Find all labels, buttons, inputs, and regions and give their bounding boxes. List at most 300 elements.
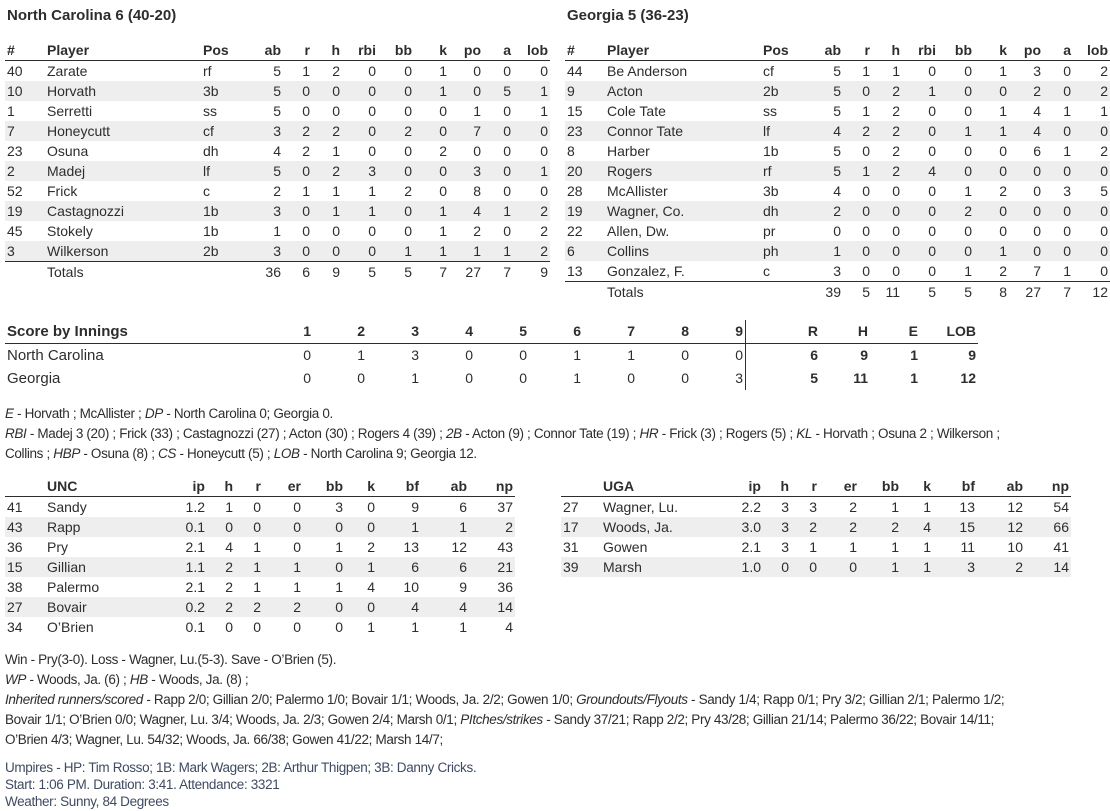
- stat-cell: Bovair: [47, 599, 87, 615]
- column-header: er: [263, 476, 303, 497]
- stat-cell: 0: [809, 559, 817, 575]
- stat-cell: Georgia: [7, 370, 61, 387]
- stat-cell: 66: [1053, 519, 1069, 535]
- stat-cell: 1: [923, 559, 931, 575]
- stat-cell: 1: [999, 243, 1007, 259]
- stat-label: E: [5, 406, 14, 421]
- stat-cell: 5: [378, 262, 414, 283]
- stat-cell: 37: [497, 499, 513, 515]
- column-header: k: [901, 476, 933, 497]
- column-header: k: [414, 40, 449, 61]
- stat-cell: Harber: [607, 143, 650, 159]
- table-row: [5, 537, 515, 557]
- stat-cell: 0: [503, 143, 511, 159]
- stat-cell: 0: [303, 347, 311, 363]
- stat-cell: 9: [411, 499, 419, 515]
- stat-cell: 9: [860, 347, 868, 363]
- stat-label: Inherited runners/scored: [5, 692, 143, 707]
- stat-cell: 5: [503, 83, 511, 99]
- stat-cell: 0: [335, 519, 343, 535]
- stat-cell: 0: [928, 143, 936, 159]
- column-header: #: [5, 40, 45, 61]
- stat-cell: 0: [503, 123, 511, 139]
- table-row: [565, 81, 1110, 101]
- stat-cell: cf: [203, 123, 214, 139]
- stat-cell: O’Brien: [47, 619, 94, 635]
- stat-cell: 1: [964, 183, 972, 199]
- stat-cell: 0: [302, 163, 310, 179]
- stat-cell: 0: [332, 223, 340, 239]
- stat-cell: 1: [335, 539, 343, 555]
- table-row: [565, 241, 1110, 261]
- stat-cell: 5: [833, 103, 841, 119]
- stat-cell: 3b: [203, 83, 219, 99]
- stat-cell: 0: [1063, 223, 1071, 239]
- stat-cell: 15: [7, 559, 23, 575]
- stat-cell: 5: [843, 282, 872, 303]
- stat-text: - Sandy 37/21; Rapp 2/2; Pry 43/28; Gillian 21/14; Palermo 36/22; Bovair 14/11; O’Brien 4/3; Wagner, Lu. 54/32; Woods, Ja. 66/38; Gowen 41/22; Marsh 14/7;: [5, 712, 995, 747]
- stat-label: WP: [5, 672, 27, 687]
- column-header: bb: [859, 476, 901, 497]
- stat-cell: Be Anderson: [607, 63, 688, 79]
- stat-cell: 0: [892, 183, 900, 199]
- stat-cell: 2: [7, 163, 15, 179]
- stat-cell: 0: [503, 183, 511, 199]
- stat-text: - Acton (9) ; Connor Tate (19) ;: [461, 426, 640, 441]
- stat-cell: 0: [862, 263, 870, 279]
- stat-cell: [761, 282, 809, 303]
- stat-cell: 2: [862, 123, 870, 139]
- stat-cell: 3: [967, 559, 975, 575]
- stat-cell: 0: [404, 203, 412, 219]
- stat-cell: 1: [439, 63, 447, 79]
- stat-cell: 4: [928, 163, 936, 179]
- stat-cell: 2: [540, 203, 548, 219]
- stat-cell: 0: [627, 370, 635, 386]
- stat-cell: 3: [781, 539, 789, 555]
- stat-cell: 12: [1073, 282, 1110, 303]
- stat-cell: Madej: [47, 163, 86, 179]
- stat-text: - Frick (3) ; Rogers (5) ;: [658, 426, 797, 441]
- column-header: 9: [691, 320, 746, 344]
- table-row: [5, 181, 550, 201]
- stat-cell: Rogers: [607, 163, 653, 179]
- stat-cell: 13: [403, 539, 419, 555]
- stat-cell: 0: [293, 539, 301, 555]
- stat-cell: 0: [1100, 163, 1108, 179]
- column-header: a: [1043, 40, 1073, 61]
- stat-cell: 2: [999, 183, 1007, 199]
- stat-cell: 6: [567, 243, 575, 259]
- stat-cell: 0: [293, 519, 301, 535]
- column-header: 1: [259, 320, 313, 344]
- column-header: h: [872, 40, 902, 61]
- stat-cell: 1: [862, 63, 870, 79]
- uga-pitching: [561, 476, 1071, 577]
- stat-cell: 0: [1100, 263, 1108, 279]
- stat-cell: 2: [302, 143, 310, 159]
- stat-cell: 1: [1100, 103, 1108, 119]
- stat-cell: Gillian: [47, 559, 86, 575]
- stat-cell: 0: [862, 183, 870, 199]
- table: [565, 40, 1110, 302]
- stat-cell: 3: [273, 203, 281, 219]
- stat-cell: 1: [891, 559, 899, 575]
- stat-cell: 54: [1053, 499, 1069, 515]
- uga-batting: [565, 7, 1110, 302]
- stat-text: - Woods, Ja. (8) ;: [147, 672, 249, 687]
- stat-cell: Palermo: [47, 579, 100, 595]
- stat-cell: 0: [503, 223, 511, 239]
- stat-cell: 0: [225, 519, 233, 535]
- stat-cell: 4: [459, 599, 467, 615]
- stat-cell: 1: [253, 559, 261, 575]
- stat-cell: 0: [1100, 123, 1108, 139]
- column-header: po: [1009, 40, 1043, 61]
- stat-cell: 1: [910, 347, 918, 363]
- stat-cell: [5, 262, 45, 283]
- stat-cell: 0: [367, 599, 375, 615]
- stat-cell: 1: [1063, 103, 1071, 119]
- stat-cell: 4: [923, 519, 931, 535]
- stat-cell: 1: [368, 203, 376, 219]
- stat-cell: Wilkerson: [47, 243, 109, 259]
- stat-label: PItches/strikes: [460, 712, 543, 727]
- stat-cell: 5: [273, 83, 281, 99]
- stat-cell: 1: [540, 83, 548, 99]
- stat-cell: 0.2: [185, 599, 205, 615]
- stat-cell: 0: [253, 499, 261, 515]
- stat-cell: 0: [928, 243, 936, 259]
- notes-errors-line: [5, 404, 1015, 424]
- stat-cell: 0: [253, 619, 261, 635]
- stat-cell: 0: [862, 243, 870, 259]
- stat-cell: 31: [563, 539, 579, 555]
- stat-cell: North Carolina: [7, 347, 104, 364]
- stat-cell: 8: [567, 143, 575, 159]
- stat-cell: Marsh: [603, 559, 642, 575]
- stat-cell: 0: [1033, 243, 1041, 259]
- table-row: [5, 121, 550, 141]
- stat-cell: 0: [368, 63, 376, 79]
- stat-cell: 0: [862, 223, 870, 239]
- stat-cell: 7: [7, 123, 15, 139]
- stat-cell: 5: [833, 63, 841, 79]
- table-row: [5, 61, 550, 82]
- column-header: 7: [583, 320, 637, 344]
- stat-cell: 4: [1033, 103, 1041, 119]
- stat-cell: 0: [1063, 203, 1071, 219]
- stat-cell: 2: [253, 599, 261, 615]
- stat-cell: 0: [357, 370, 365, 386]
- stat-cell: 41: [1053, 539, 1069, 555]
- stat-cell: 0: [404, 223, 412, 239]
- stat-cell: 0: [404, 83, 412, 99]
- table-row: [5, 497, 515, 518]
- stat-cell: 36: [249, 262, 283, 283]
- stat-cell: 0: [892, 223, 900, 239]
- stat-cell: 0: [519, 347, 527, 363]
- stat-cell: Wagner, Co.: [607, 203, 685, 219]
- stat-label: Groundouts/Flyouts: [576, 692, 688, 707]
- stat-cell: 3: [781, 519, 789, 535]
- stat-cell: 5: [342, 262, 378, 283]
- stat-cell: 0: [892, 243, 900, 259]
- stat-cell: Pry: [47, 539, 68, 555]
- stat-text: - Osuna (8) ;: [79, 446, 159, 461]
- stat-cell: 0: [293, 619, 301, 635]
- stat-cell: 0: [928, 183, 936, 199]
- stat-cell: 1: [1063, 143, 1071, 159]
- stat-cell: 2.2: [741, 499, 761, 515]
- table-row: [5, 101, 550, 121]
- column-header: a: [483, 40, 513, 61]
- stat-cell: 0: [1100, 243, 1108, 259]
- stat-label: 2B: [445, 426, 462, 441]
- stat-cell: 0: [1100, 223, 1108, 239]
- column-header: 4: [421, 320, 475, 344]
- stat-cell: rf: [763, 163, 772, 179]
- stat-cell: 6: [283, 262, 312, 283]
- stat-cell: Zarate: [47, 63, 88, 79]
- stat-cell: 1: [833, 243, 841, 259]
- stat-cell: 13: [567, 263, 583, 279]
- stat-cell: pr: [763, 223, 776, 239]
- stat-cell: 1.1: [185, 559, 205, 575]
- stat-cell: 2b: [203, 243, 219, 259]
- stat-cell: 0: [302, 223, 310, 239]
- game-notes: [5, 404, 1015, 464]
- stat-cell: 9: [567, 83, 575, 99]
- stat-cell: 2: [892, 163, 900, 179]
- stat-label: CS: [158, 446, 177, 461]
- uga-batting-table: [565, 40, 1110, 302]
- stat-cell: 0: [999, 203, 1007, 219]
- stat-cell: 5: [746, 367, 821, 390]
- column-header: #: [565, 40, 605, 61]
- stat-cell: 36: [7, 539, 23, 555]
- table-row: [565, 101, 1110, 121]
- stat-cell: 0: [503, 163, 511, 179]
- stat-cell: 1: [332, 203, 340, 219]
- header-row: [5, 40, 550, 61]
- stat-cell: 6: [459, 499, 467, 515]
- stat-cell: 27: [1009, 282, 1043, 303]
- stat-cell: 0: [540, 123, 548, 139]
- stat-cell: 4: [833, 183, 841, 199]
- stat-cell: 3b: [763, 183, 779, 199]
- stat-cell: 3: [833, 263, 841, 279]
- stat-cell: Serretti: [47, 103, 93, 119]
- stat-text: - Madej 3 (20) ; Frick (33) ; Castagnozzi (27) ; Acton (30) ; Rogers 4 (39) ;: [26, 426, 446, 441]
- stat-cell: 1: [225, 499, 233, 515]
- stat-cell: 2: [849, 519, 857, 535]
- stat-cell: Connor Tate: [607, 123, 684, 139]
- stat-cell: 1: [293, 579, 301, 595]
- column-header: Score by Innings: [5, 320, 259, 344]
- stat-cell: 1: [891, 539, 899, 555]
- column-header: Player: [45, 40, 201, 61]
- table-row: [5, 597, 515, 617]
- stat-cell: 2.1: [741, 539, 761, 555]
- stat-cell: 3: [1033, 63, 1041, 79]
- stat-cell: 1: [964, 123, 972, 139]
- stat-cell: 0: [367, 499, 375, 515]
- line-score-table: [5, 320, 1015, 390]
- stat-cell: 0: [335, 619, 343, 635]
- header-row: [565, 40, 1110, 61]
- stat-cell: 0: [928, 223, 936, 239]
- stat-label: DP: [144, 406, 163, 421]
- column-header: np: [469, 476, 515, 497]
- stat-cell: 2: [225, 579, 233, 595]
- stat-cell: 9: [968, 347, 976, 363]
- stat-cell: 0: [964, 63, 972, 79]
- table-row: [565, 261, 1110, 282]
- stat-cell: 2: [332, 63, 340, 79]
- stat-cell: 0: [465, 370, 473, 386]
- stat-cell: 1: [540, 103, 548, 119]
- column-header: UNC: [45, 476, 159, 497]
- table-row: [5, 81, 550, 101]
- stat-cell: 27: [7, 599, 23, 615]
- stat-cell: Wagner, Lu.: [603, 499, 678, 515]
- column-header: bf: [377, 476, 421, 497]
- stat-cell: 1: [335, 579, 343, 595]
- stat-cell: 8: [974, 282, 1009, 303]
- stat-cell: 2: [540, 243, 548, 259]
- stat-cell: 3: [809, 499, 817, 515]
- stat-label: HBP: [53, 446, 80, 461]
- stat-cell: 2: [293, 599, 301, 615]
- stat-cell: lf: [203, 163, 210, 179]
- unc-pitching-table: [5, 476, 515, 637]
- table-row: [5, 577, 515, 597]
- stat-cell: 1: [439, 203, 447, 219]
- stat-cell: ss: [203, 103, 217, 119]
- column-header: 6: [529, 320, 583, 344]
- stat-cell: 0: [303, 370, 311, 386]
- column-header: UGA: [601, 476, 715, 497]
- stat-cell: 0: [293, 499, 301, 515]
- table-row: [565, 181, 1110, 201]
- stat-cell: 9: [459, 579, 467, 595]
- stat-cell: 3: [781, 499, 789, 515]
- stat-cell: 2: [225, 559, 233, 575]
- stat-cell: 39: [563, 559, 579, 575]
- column-header: H: [820, 320, 870, 344]
- table-row: [565, 221, 1110, 241]
- stat-cell: 1: [459, 619, 467, 635]
- stat-cell: 2: [273, 183, 281, 199]
- stat-cell: 0: [1033, 203, 1041, 219]
- stat-cell: [565, 282, 605, 303]
- stat-cell: 4: [367, 579, 375, 595]
- stat-cell: 0: [302, 83, 310, 99]
- column-header: 8: [637, 320, 691, 344]
- stat-cell: 1: [302, 183, 310, 199]
- stat-cell: 1: [367, 619, 375, 635]
- stat-cell: 2: [404, 183, 412, 199]
- stat-cell: 1: [999, 63, 1007, 79]
- stat-cell: 1: [273, 223, 281, 239]
- line-score: [5, 320, 1015, 390]
- table-row: [565, 61, 1110, 82]
- stat-cell: 0: [964, 223, 972, 239]
- stat-cell: 0: [892, 203, 900, 219]
- stat-cell: Frick: [47, 183, 78, 199]
- batting-section: [5, 7, 1108, 302]
- stat-cell: 4: [411, 599, 419, 615]
- pitching-details: [5, 690, 1015, 750]
- stat-cell: Horvath: [47, 83, 97, 99]
- stat-cell: 2: [999, 263, 1007, 279]
- notes-hitting-line: [5, 424, 1015, 464]
- stat-cell: 0: [368, 143, 376, 159]
- stat-cell: 0: [999, 83, 1007, 99]
- stat-cell: 3: [411, 347, 419, 363]
- stat-text: - Horvath ; McAllister ;: [13, 406, 145, 421]
- stat-cell: 14: [497, 599, 513, 615]
- column-header: R: [746, 320, 821, 344]
- stat-cell: 41: [7, 499, 23, 515]
- stat-cell: 0: [1100, 203, 1108, 219]
- stat-cell: 27: [449, 262, 483, 283]
- column-header: r: [791, 476, 819, 497]
- stat-cell: 40: [7, 63, 23, 79]
- stat-cell: 43: [497, 539, 513, 555]
- stat-cell: rf: [203, 63, 212, 79]
- wp-hb-line: [5, 670, 1015, 690]
- stat-cell: 1: [367, 559, 375, 575]
- stat-cell: 12: [451, 539, 467, 555]
- stat-cell: 0: [332, 243, 340, 259]
- column-header: k: [974, 40, 1009, 61]
- stat-cell: 0: [540, 183, 548, 199]
- stat-cell: 0: [928, 203, 936, 219]
- stat-cell: 7: [473, 123, 481, 139]
- stat-cell: 1: [302, 63, 310, 79]
- stat-cell: 0: [503, 63, 511, 79]
- stat-cell: 2: [439, 143, 447, 159]
- column-header: [5, 476, 45, 497]
- table-row: [565, 161, 1110, 181]
- column-header: ip: [159, 476, 207, 497]
- table-row: [561, 537, 1071, 557]
- column-header: ab: [421, 476, 469, 497]
- table-row: [5, 161, 550, 181]
- stat-label: LOB: [273, 446, 300, 461]
- table-row: [5, 201, 550, 221]
- stat-cell: 1: [627, 347, 635, 363]
- table-row: [565, 201, 1110, 221]
- stat-cell: lf: [763, 123, 770, 139]
- table-row: [5, 344, 978, 368]
- stat-cell: 1: [999, 123, 1007, 139]
- stat-cell: 1: [892, 63, 900, 79]
- column-header: Pos: [761, 40, 809, 61]
- stat-cell: 6: [746, 344, 821, 368]
- stat-text: - North Carolina 0; Georgia 0.: [162, 406, 333, 421]
- stat-cell: 1: [573, 370, 581, 386]
- stat-cell: 0: [465, 347, 473, 363]
- stat-cell: 3: [335, 499, 343, 515]
- stat-cell: Honeycutt: [47, 123, 111, 139]
- stat-text: - Woods, Ja. (6) ;: [26, 672, 130, 687]
- stat-cell: 19: [567, 203, 583, 219]
- stat-cell: 2: [1033, 83, 1041, 99]
- stat-cell: 2: [892, 123, 900, 139]
